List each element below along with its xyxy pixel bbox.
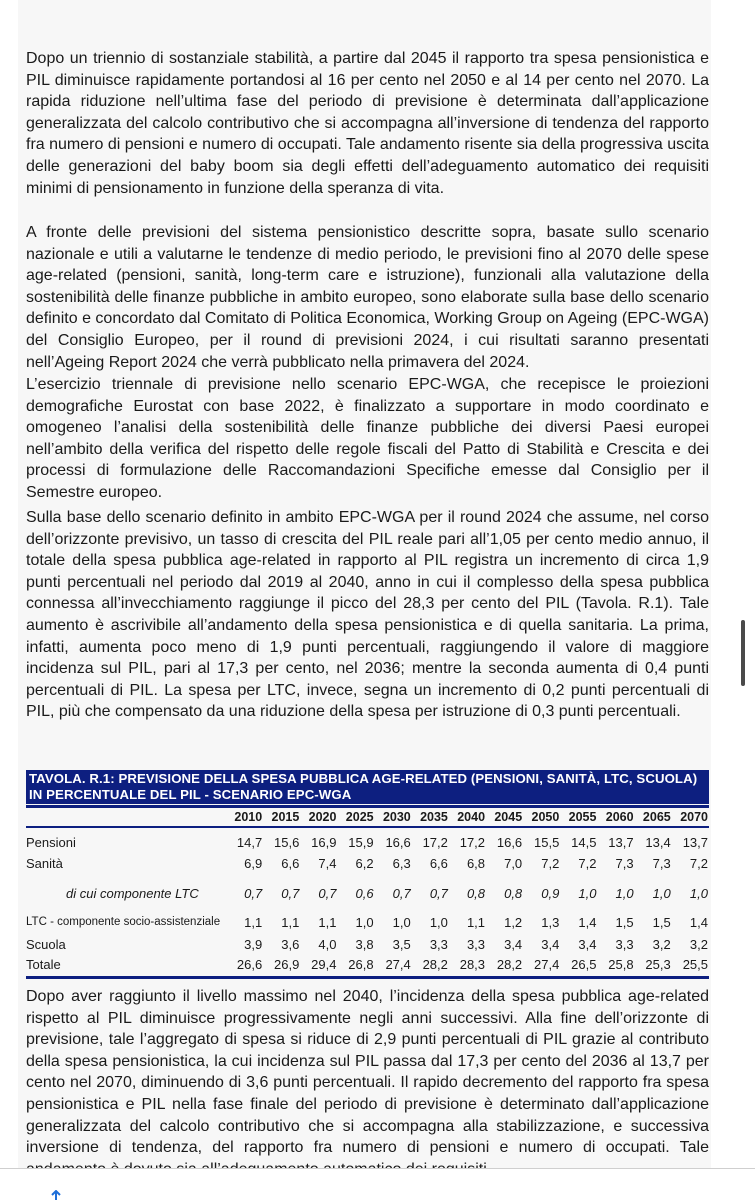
- table-row-ltc: [26, 906, 709, 934]
- table-cell: 1,3: [541, 914, 560, 930]
- table-cell: 6,6: [429, 856, 448, 871]
- table-cell: 6,2: [355, 856, 374, 871]
- table-cell: 16,9: [311, 835, 337, 850]
- paragraph-1: Dopo un triennio di sostanziale stabilità, a partire dal 2045 il rapporto tra spesa pensionistica e PIL diminuisce rapidamente portandosi al 16 per cento nel 2050 e al 14 per cento nel 2070. La rapida riduzione nell’ultima fase del periodo di previsione è determinata dall’applicazione generalizzata del calcolo contributivo che si accompagna all’inversione di tendenza del rapporto fra numero di pensioni e numero di occupati. Tale andamento risente sia della progressiva uscita delle generazioni del baby boom sia degli effetti dell’adeguamento automatico dei requisiti minimi di pensionamento in funzione della speranza di vita.: [26, 50, 709, 197]
- table-cell: 16,6: [496, 835, 523, 850]
- table-cell: 1,4: [689, 914, 708, 930]
- table-row-ltcsub: [26, 874, 709, 906]
- table-cell: 3,6: [281, 936, 300, 952]
- table-cell: 3,3: [466, 936, 486, 952]
- table-cell: 15,9: [348, 835, 374, 850]
- table-cell: 3,5: [392, 936, 411, 952]
- table-cell: 26,9: [274, 956, 300, 972]
- table-cell: 1,1: [244, 914, 263, 930]
- table-title-line-1: TAVOLA. R.1: PREVISIONE DELLA SPESA PUBBLICA AGE-RELATED (PENSIONI, SANITÀ, LTC, SCUOLA): [29, 771, 698, 786]
- row-label: LTC - componente socio-assistenziale: [26, 916, 221, 928]
- table-cell: 1,0: [355, 914, 374, 930]
- table-cell: 7,3: [652, 856, 671, 871]
- table-cell: 4,0: [318, 936, 337, 952]
- table-cell: 0,6: [355, 885, 374, 901]
- table-cell: 1,0: [652, 885, 671, 901]
- table-cell: 3,3: [429, 936, 448, 952]
- year-header: 2015: [263, 808, 300, 827]
- year-header: 2020: [300, 808, 337, 827]
- table-cell: 25,3: [645, 956, 671, 972]
- table-cell: 26,8: [348, 956, 374, 972]
- row-label-header: [26, 808, 226, 827]
- row-label: di cui componente LTC: [66, 885, 199, 901]
- scrollbar-thumb[interactable]: [741, 620, 745, 686]
- row-label: Pensioni: [26, 835, 76, 850]
- table-cell: 1,2: [504, 914, 523, 930]
- table-cell: 1,0: [392, 914, 411, 930]
- table-cell: 3,4: [541, 936, 560, 952]
- table-cell: 1,5: [615, 914, 634, 930]
- table-title: [26, 770, 709, 804]
- year-header-row: [26, 808, 709, 827]
- table-cell: 13,4: [645, 835, 671, 850]
- table-cell: 7,2: [689, 856, 708, 871]
- table-cell: 13,7: [682, 835, 708, 850]
- table-cell: 3,4: [504, 936, 523, 952]
- table-cell: 7,4: [318, 856, 337, 871]
- table-cell: 6,6: [281, 856, 300, 871]
- table-cell: 28,2: [496, 956, 523, 972]
- table-cell: 3,8: [355, 936, 374, 952]
- table-cell: 0,7: [281, 885, 300, 901]
- table-cell: 25,5: [682, 956, 708, 972]
- table-cell: 7,3: [615, 856, 634, 871]
- year-header: 2035: [412, 808, 449, 827]
- bottom-toolbar: [0, 1168, 755, 1200]
- table-cell: 3,4: [578, 936, 597, 952]
- table-title-line-2: IN PERCENTUALE DEL PIL - SCENARIO EPC-WGA: [29, 787, 352, 802]
- table-cell: 1,0: [429, 914, 448, 930]
- table-cell: 3,2: [652, 936, 671, 952]
- table-cell: 15,5: [534, 835, 560, 850]
- table-cell: 6,3: [392, 856, 411, 871]
- table-cell: 15,6: [274, 835, 300, 850]
- year-header: 2030: [375, 808, 412, 827]
- table-cell: 1,0: [578, 885, 597, 901]
- table-cell: 0,9: [541, 885, 560, 901]
- table-cell: 6,8: [466, 856, 486, 871]
- table-body: [26, 827, 709, 974]
- table-cell: 27,4: [534, 956, 560, 972]
- year-header: 2070: [672, 808, 709, 827]
- table-cell: 29,4: [311, 956, 337, 972]
- share-icon[interactable]: [47, 1190, 65, 1200]
- table-cell: 1,1: [318, 914, 337, 930]
- year-header: 2055: [560, 808, 597, 827]
- table-cell: 0,7: [244, 885, 263, 901]
- data-table: [26, 808, 709, 974]
- table-cell: 1,4: [578, 914, 597, 930]
- table-cell: 3,9: [244, 936, 263, 952]
- year-header: 2065: [635, 808, 672, 827]
- table-cell: 7,2: [541, 856, 560, 871]
- year-header: 2010: [226, 808, 263, 827]
- table-cell: 1,0: [615, 885, 634, 901]
- table-cell: 3,2: [689, 936, 708, 952]
- table-row-pensioni: [26, 827, 709, 853]
- table-cell: 27,4: [385, 956, 411, 972]
- table-row-sanita: [26, 853, 709, 874]
- table-cell: 0,7: [318, 885, 337, 901]
- table-row-scuola: [26, 934, 709, 954]
- table-cell: 16,6: [385, 835, 411, 850]
- paragraph-3: L’esercizio triennale di previsione nello scenario EPC-WGA, che recepisce le proiezioni demografiche Eurostat con base 2022, è finalizzato a supportare in modo coordinato e omogeneo l’analisi della sostenibilità delle finanze pubbliche dei diversi Paesi europei nell’ambito della verifica del rispetto delle regole fiscali del Patto di Stabilità e Crescita e dei processi di formulazione delle Raccomandazioni Specifiche emesse dal Consiglio per il Semestre europeo.: [26, 376, 709, 501]
- paragraph-5: Dopo aver raggiunto il livello massimo nel 2040, l’incidenza della spesa pubblica age-related rispetto al PIL diminuisce progressivamente negli anni successivi. Alla fine dell’orizzonte di previsione, tale l’aggregato di spesa si riduce di 2,9 punti percentuali di PIL grazie al contributo della spesa pensionistica, la cui incidenza sul PIL passa dal 17,3 per cento del 2036 al 13,7 per cento nel 2070, diminuendo di 3,6 punti percentuali. Il rapido decremento del rapporto fra spesa pensionistica e PIL nella fase finale del periodo di previsione è determinato dall’applicazione generalizzata del calcolo contributivo che si accompagna alla stabilizzazione, e successiva inversione di tendenza, del rapporto fra numero di pensioni e numero di occupati. Tale: [26, 988, 709, 1157]
- table-cell: 26,6: [236, 956, 263, 972]
- row-label: Sanità: [26, 856, 63, 871]
- table-cell: 1,1: [466, 914, 486, 930]
- table-r1: [26, 770, 709, 979]
- paragraph-4: Sulla base dello scenario definito in ambito EPC-WGA per il round 2024 che assume, nel corso dell’orizzonte previsivo, un tasso di crescita del PIL reale pari all’1,05 per cento medio annuo, il totale della spesa pubblica age-related in rapporto al PIL registra un incremento di circa 1,9 punti percentuali nel periodo dal 2019 al 2040, anno in cui il complesso della spesa pubblica connessa all’invecchiamento raggiunge il picco del 28,3 per cento del PIL (Tavola. R.1). Tale aumento è ascrivibile all’andamento della spesa pensionistica e di quella sanitaria. La prima, infatti, aumenta poco meno di 1,9 punti percentuali, raggiungendo il valore di maggiore incidenza sul PIL, pari al 17,3 per cento, nel 2036; mentre la seconda aumenta di 0,4 punti percentuali di PIL. La spesa per LTC, invece, segna un incremento di 0,2 punti percentuali di PIL, più che compensato da una riduzione della spesa per istruzione di 0,3 punti percentuali.: [26, 509, 709, 721]
- document-page: [18, 0, 711, 1200]
- table-cell: 0,7: [392, 885, 411, 901]
- table-cell: 1,5: [652, 914, 671, 930]
- table-cell: 25,8: [608, 956, 634, 972]
- table-cell: 26,5: [571, 956, 597, 972]
- row-label: Totale: [26, 956, 61, 972]
- table-cell: 6,9: [244, 856, 263, 871]
- table-cell: 17,2: [422, 835, 448, 850]
- table-cell: 0,7: [429, 885, 448, 901]
- table-cell: 14,7: [236, 835, 263, 850]
- year-header: 2060: [597, 808, 634, 827]
- year-header: 2025: [337, 808, 374, 827]
- table-cell: 7,0: [504, 856, 523, 871]
- table-cell: 3,3: [615, 936, 634, 952]
- table-cell: 28,3: [459, 956, 486, 972]
- table-cell: 17,2: [459, 835, 486, 850]
- table-cell: 13,7: [608, 835, 634, 850]
- table-cell: 28,2: [422, 956, 448, 972]
- paragraph-2: A fronte delle previsioni del sistema pensionistico descritte sopra, basate sullo scenario nazionale e utili a valutarne le tendenze di medio periodo, le previsioni fino al 2070 delle spese age-related (pensioni, sanità, long-term care e istruzione), funzionali alla valutazione della sostenibilità delle finanze pubbliche in ambito europeo, sono elaborate sulla base dello scenario definito e concordato dal Comitato di Politica Economica, Working Group on Ageing (EPC-WGA) del Consiglio Europeo, per il round di previsioni 2024, i cui risultati saranno presentati nell’Ageing Report 2024 che verrà pubblicato nella primavera del 2024.: [26, 224, 709, 371]
- table-cell: 1,1: [281, 914, 300, 930]
- table-cell: 7,2: [578, 856, 597, 871]
- year-header: 2050: [523, 808, 560, 827]
- table-cell: 14,5: [571, 835, 597, 850]
- table-cell: 1,0: [689, 885, 708, 901]
- table-cell: 0,8: [504, 885, 523, 901]
- year-header: 2040: [449, 808, 486, 827]
- row-label: Scuola: [26, 936, 66, 952]
- table-cell: 0,8: [466, 885, 486, 901]
- year-header: 2045: [486, 808, 523, 827]
- table-bottom-rule: [26, 976, 709, 979]
- table-row-totale: [26, 954, 709, 974]
